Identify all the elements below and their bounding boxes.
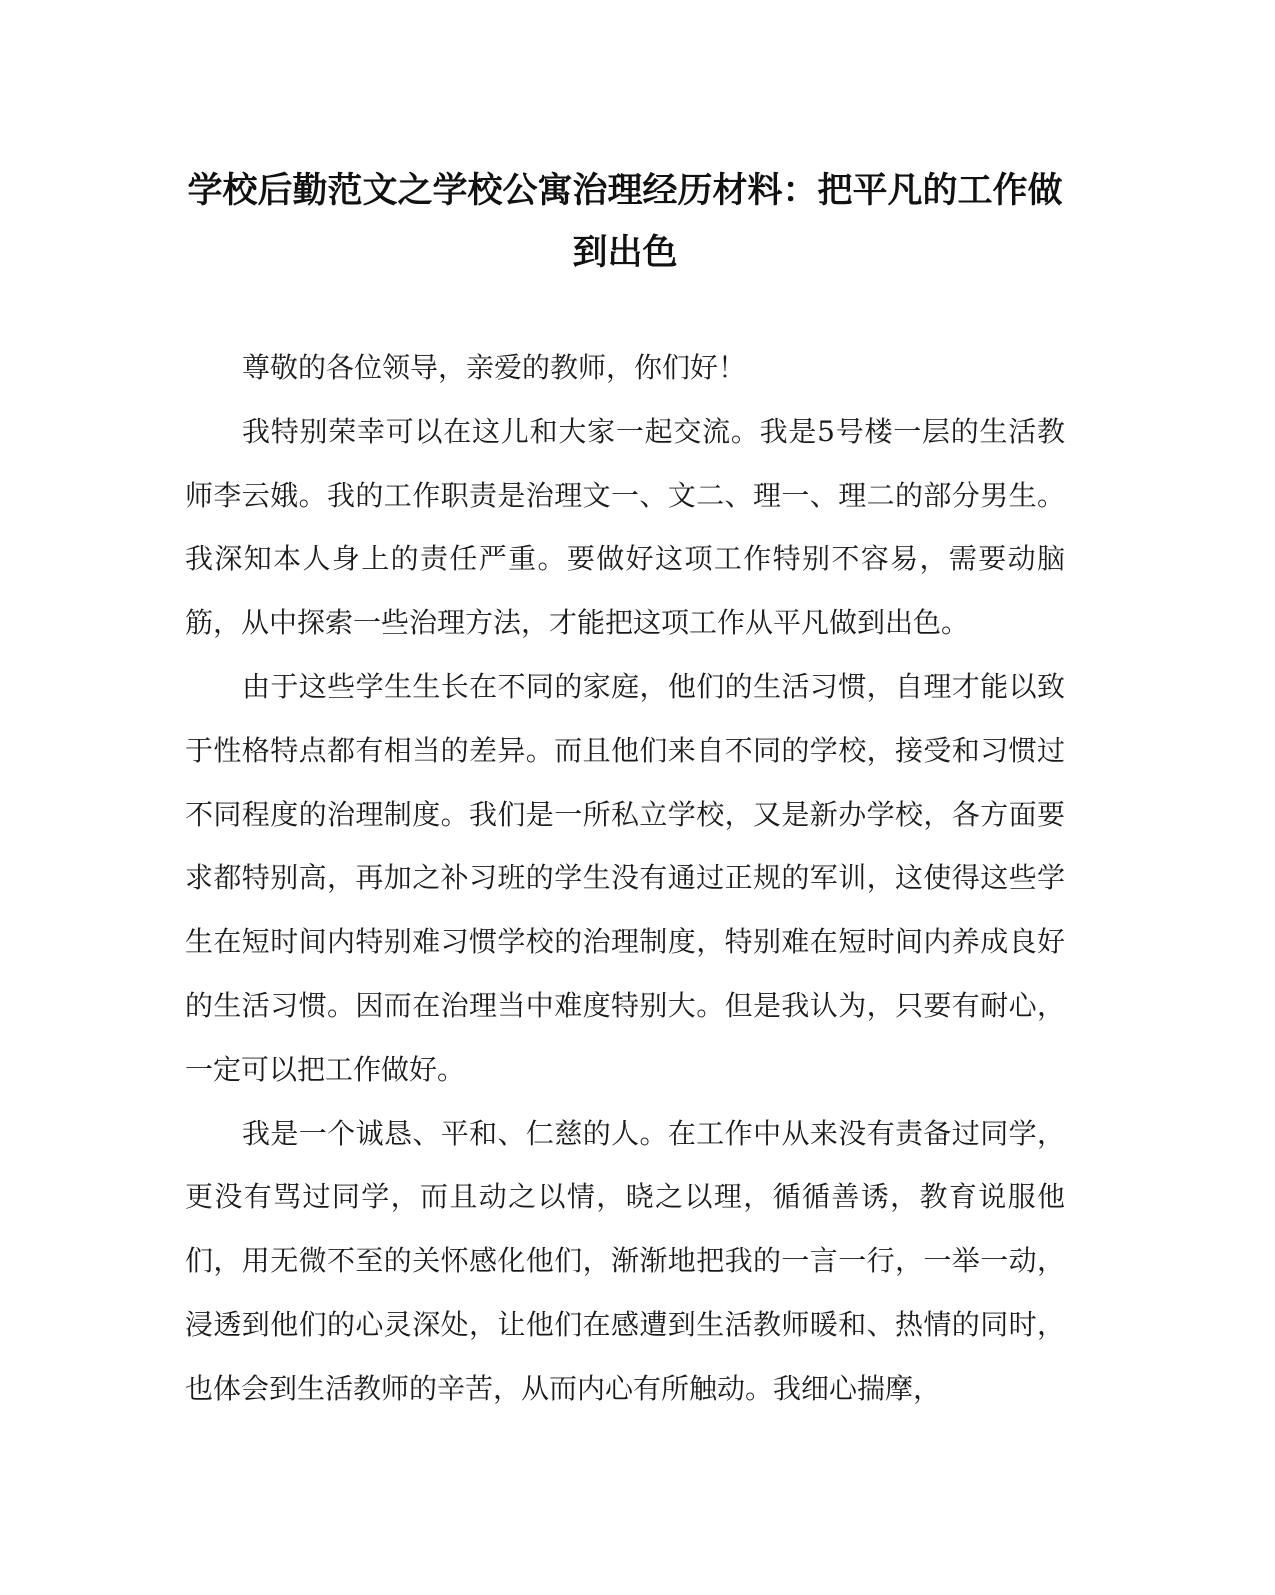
document-title: 学校后勤范文之学校公寓治理经历材料：把平凡的工作做到出色 — [187, 170, 1063, 273]
paragraph-introduction: 我特别荣幸可以在这儿和大家一起交流。我是5号楼一层的生活教师李云娥。我的工作职责是治理文一、文二、理一、理二的部分男生。我深知本人身上的责任严重。要做好这项工作特别不容易，需要动脑筋，从中探索一些治理方法，才能把这项工作从平凡做到出色。 — [185, 414, 1065, 640]
paragraph-personal-approach: 我是一个诚恳、平和、仁慈的人。在工作中从来没有责备过同学，更没有骂过同学，而且动之以情，晓之以理，循循善诱，教育说服他们，用无微不至的关怀感化他们，渐渐地把我的一言一行，一举一动，浸透到他们的心灵深处，让他们在感遭到生活教师暖和、热情的同时，也体会到生活教师的辛苦，从而内心有所触动。我细心揣摩， — [185, 1116, 1065, 1405]
document-body — [185, 336, 1065, 1421]
paragraph-greeting: 尊敬的各位领导，亲爱的教师，你们好！ — [242, 351, 747, 384]
paragraph-student-differences: 由于这些学生生长在不同的家庭，他们的生活习惯，自理才能以致于性格特点都有相当的差异。而且他们来自不同的学校，接受和习惯过不同程度的治理制度。我们是一所私立学校，又是新办学校，各方面要求都特别高，再加之补习班的学生没有通过正规的军训，这使得这些学生在短时间内特别难习惯学校的治理制度，特别难在短时间内养成良好的生活习惯。因而在治理当中难度特别大。但是我认为，只要有耐心，一定可以把工作做好。 — [185, 669, 1065, 1086]
